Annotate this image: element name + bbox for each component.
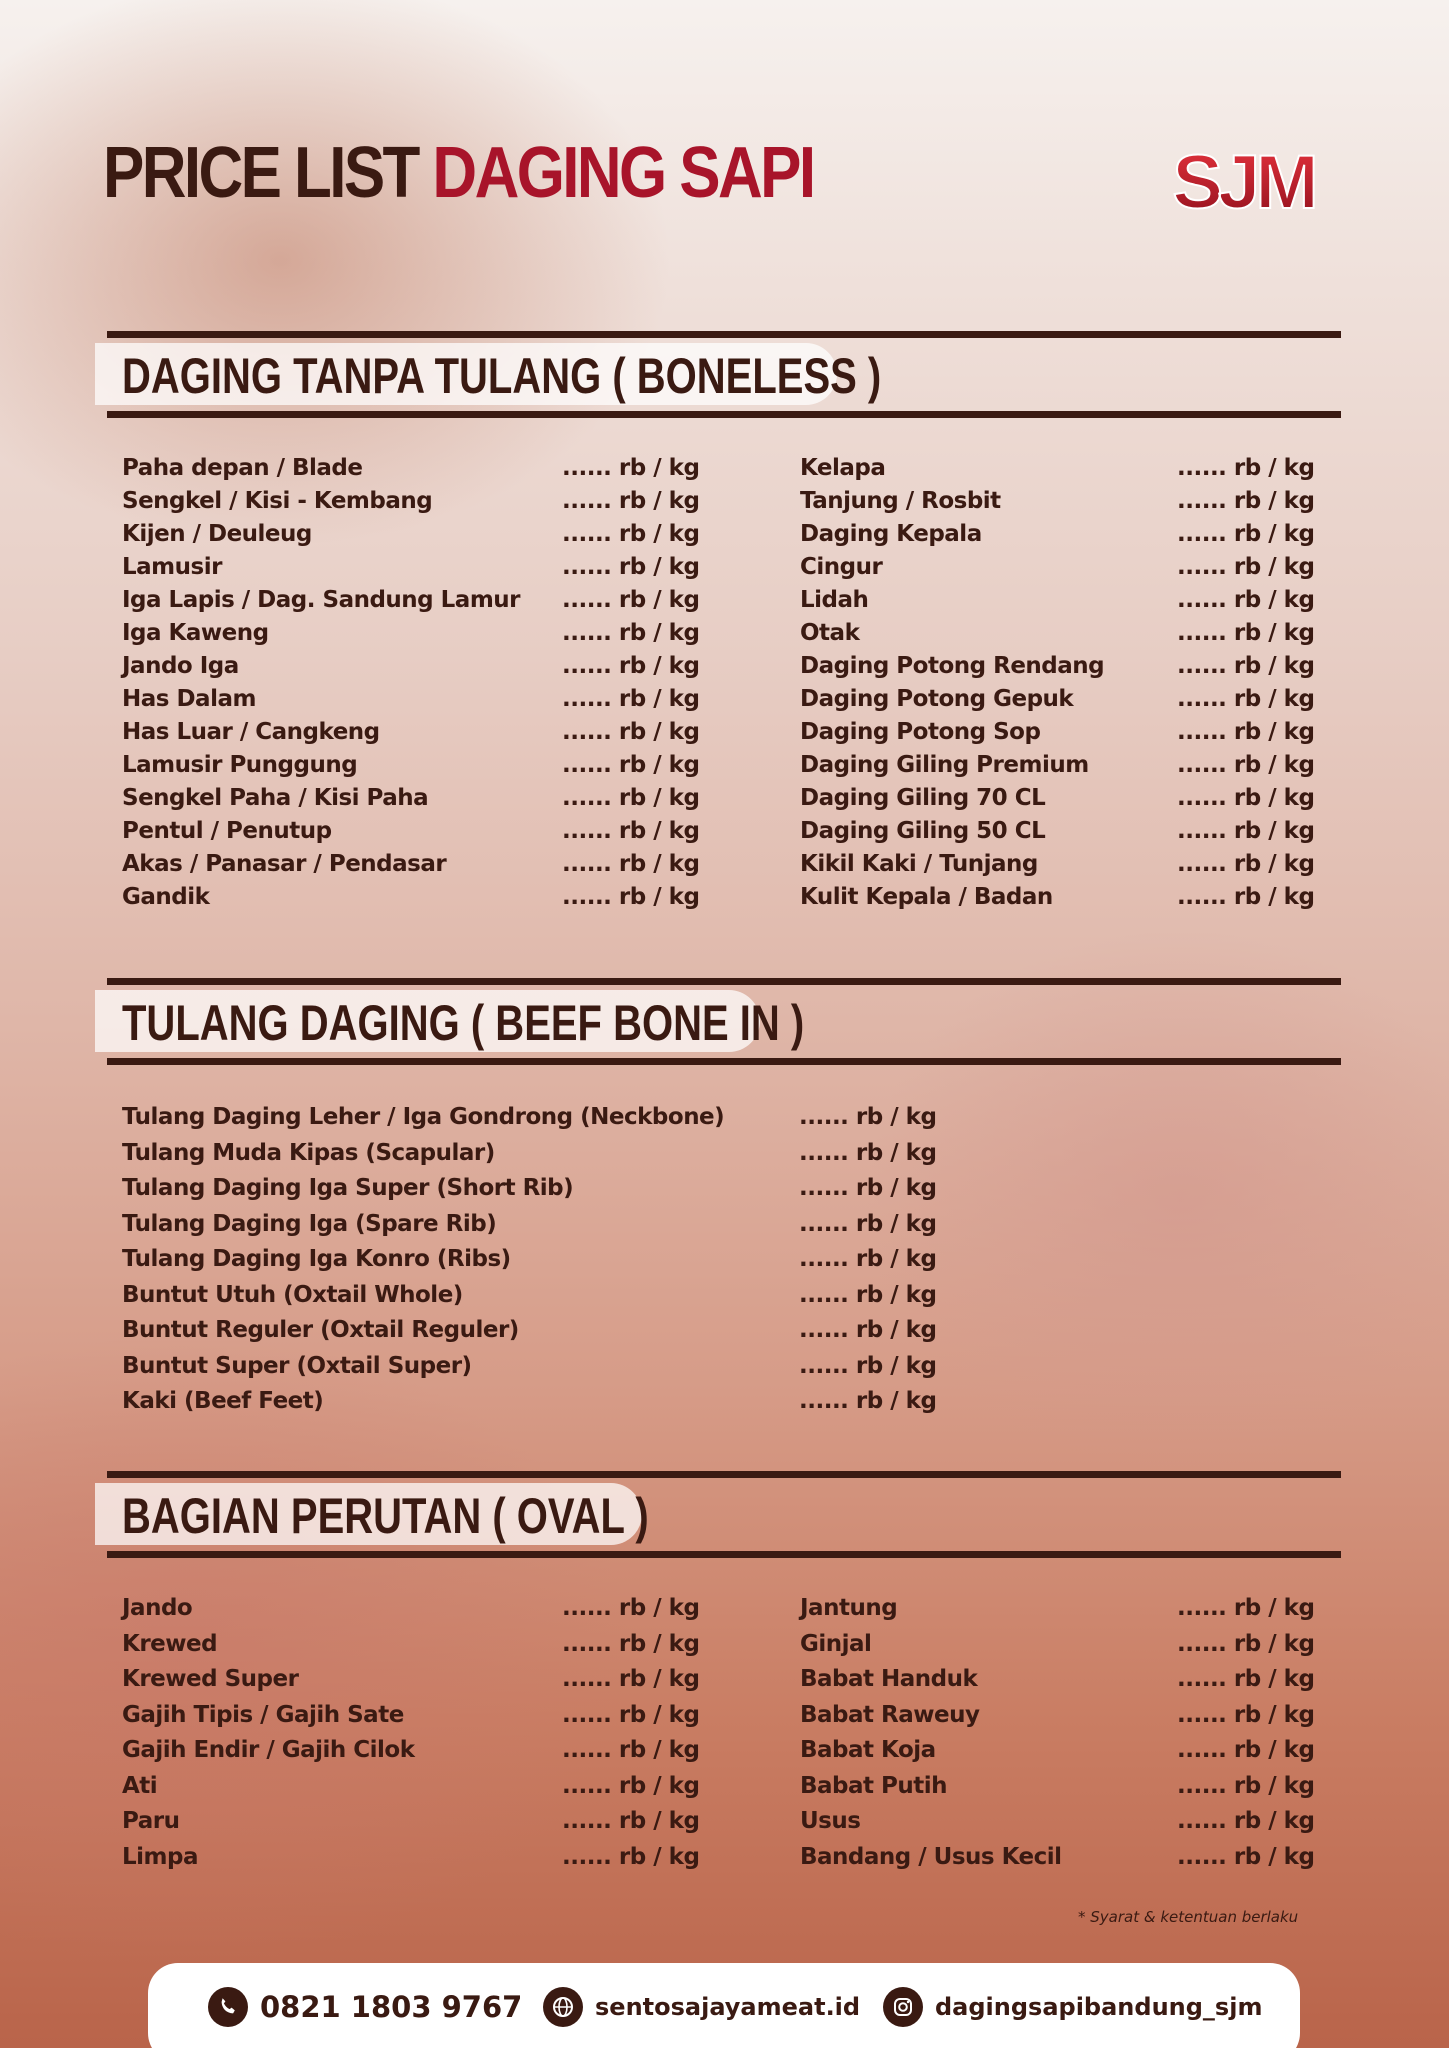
list-item: Akas / Panasar / Pendasar ...... rb / kg <box>122 851 700 877</box>
section-header-bone-in <box>0 978 1449 1078</box>
list-item: Jando ...... rb / kg <box>122 1595 700 1621</box>
divider <box>107 978 1341 985</box>
list-item: Gajih Endir / Gajih Cilok ...... rb / kg <box>122 1737 700 1763</box>
list-item: Kijen / Deuleug ...... rb / kg <box>122 521 700 547</box>
list-item: Daging Giling Premium ...... rb / kg <box>800 752 1315 778</box>
instagram-icon <box>883 1987 923 2027</box>
divider <box>107 1058 1341 1065</box>
list-item: Daging Giling 70 CL ...... rb / kg <box>800 785 1315 811</box>
list-item: Daging Giling 50 CL ...... rb / kg <box>800 818 1315 844</box>
page-title <box>103 132 813 214</box>
section-title-oval: BAGIAN PERUTAN ( OVAL ) <box>122 1488 649 1544</box>
boneless-list-left <box>122 452 702 914</box>
list-item: Sengkel / Kisi - Kembang ...... rb / kg <box>122 488 700 514</box>
list-item: Krewed Super ...... rb / kg <box>122 1666 700 1692</box>
list-item: Usus ...... rb / kg <box>800 1808 1315 1834</box>
list-item: Tulang Daging Iga Konro (Ribs) ...... rb / kg <box>122 1246 937 1272</box>
title-part-2: DAGING SAPI <box>432 133 814 213</box>
list-item: Pentul / Penutup ...... rb / kg <box>122 818 700 844</box>
section-header-boneless <box>0 331 1449 431</box>
list-item: Jando Iga ...... rb / kg <box>122 653 700 679</box>
list-item: Daging Potong Sop ...... rb / kg <box>800 719 1315 745</box>
list-item: Has Luar / Cangkeng ...... rb / kg <box>122 719 700 745</box>
list-item: Cingur ...... rb / kg <box>800 554 1315 580</box>
list-item: Iga Lapis / Dag. Sandung Lamur ...... rb / kg <box>122 587 700 613</box>
instagram-handle: dagingsapibandung_sjm <box>935 1993 1263 2021</box>
list-item: Ginjal ...... rb / kg <box>800 1630 1315 1657</box>
list-item: Tulang Daging Leher / Iga Gondrong (Neckbone) ...... rb / kg <box>122 1104 937 1130</box>
list-item: Paha depan / Blade ...... rb / kg <box>122 455 700 481</box>
list-item: Kulit Kepala / Badan ...... rb / kg <box>800 884 1315 910</box>
list-item: Limpa ...... rb / kg <box>122 1843 700 1870</box>
list-item: Otak ...... rb / kg <box>800 620 1315 646</box>
list-item: Bandang / Usus Kecil ...... rb / kg <box>800 1843 1315 1870</box>
list-item: Buntut Reguler (Oxtail Reguler) ...... rb / kg <box>122 1317 937 1343</box>
contact-bar <box>148 1963 1300 2048</box>
list-item: Iga Kaweng ...... rb / kg <box>122 620 700 646</box>
list-item: Sengkel Paha / Kisi Paha ...... rb / kg <box>122 785 700 811</box>
list-item: Buntut Super (Oxtail Super) ...... rb / kg <box>122 1352 937 1379</box>
divider <box>107 411 1341 418</box>
list-item: Babat Putih ...... rb / kg <box>800 1772 1315 1799</box>
list-item: Krewed ...... rb / kg <box>122 1630 700 1657</box>
list-item: Tanjung / Rosbit ...... rb / kg <box>800 488 1315 514</box>
list-item: Jantung ...... rb / kg <box>800 1595 1315 1621</box>
sjm-logo <box>1163 138 1323 223</box>
divider <box>107 1551 1341 1558</box>
section-title-boneless: DAGING TANPA TULANG ( BONELESS ) <box>122 348 882 404</box>
list-item: Ati ...... rb / kg <box>122 1772 700 1799</box>
title-part-1: PRICE LIST <box>103 133 418 213</box>
list-item: Kelapa ...... rb / kg <box>800 455 1315 481</box>
globe-icon <box>543 1987 583 2027</box>
bone-in-list <box>122 1100 972 1420</box>
list-item: Tulang Daging Iga Super (Short Rib) ...... rb / kg <box>122 1175 937 1201</box>
divider <box>107 1471 1341 1478</box>
list-item: Lamusir Punggung ...... rb / kg <box>122 752 700 778</box>
list-item: Kaki (Beef Feet) ...... rb / kg <box>122 1388 937 1414</box>
website-url: sentosajayameat.id <box>595 1993 861 2021</box>
oval-list-right <box>800 1591 1315 1875</box>
list-item: Daging Potong Gepuk ...... rb / kg <box>800 686 1315 712</box>
list-item: Babat Raweuy ...... rb / kg <box>800 1701 1315 1728</box>
contact-phone[interactable] <box>208 1985 522 2029</box>
logo-text: SJM <box>1172 140 1314 223</box>
divider <box>107 331 1341 338</box>
list-item: Babat Koja ...... rb / kg <box>800 1737 1315 1763</box>
phone-icon <box>208 1987 248 2027</box>
list-item: Daging Kepala ...... rb / kg <box>800 521 1315 547</box>
list-item: Daging Potong Rendang ...... rb / kg <box>800 653 1315 679</box>
list-item: Tulang Daging Iga (Spare Rib) ...... rb / kg <box>122 1210 937 1237</box>
contact-website[interactable] <box>543 1985 860 2029</box>
list-item: Paru ...... rb / kg <box>122 1808 700 1834</box>
list-item: Has Dalam ...... rb / kg <box>122 686 700 712</box>
list-item: Buntut Utuh (Oxtail Whole) ...... rb / kg <box>122 1281 937 1308</box>
terms-note: * Syarat & ketentuan berlaku <box>1078 1908 1299 1926</box>
boneless-list-right <box>800 452 1315 914</box>
list-item: Babat Handuk ...... rb / kg <box>800 1666 1315 1692</box>
list-item: Kikil Kaki / Tunjang ...... rb / kg <box>800 851 1315 877</box>
oval-list-left <box>122 1591 702 1875</box>
list-item: Lamusir ...... rb / kg <box>122 554 700 580</box>
phone-number: 0821 1803 9767 <box>260 1990 523 2024</box>
list-item: Gandik ...... rb / kg <box>122 884 700 910</box>
list-item: Lidah ...... rb / kg <box>800 587 1315 613</box>
contact-instagram[interactable] <box>883 1985 1262 2029</box>
section-header-oval <box>0 1471 1449 1571</box>
list-item: Tulang Muda Kipas (Scapular) ...... rb / kg <box>122 1139 937 1166</box>
section-title-bone-in: TULANG DAGING ( BEEF BONE IN ) <box>122 995 805 1051</box>
list-item: Gajih Tipis / Gajih Sate ...... rb / kg <box>122 1701 700 1728</box>
